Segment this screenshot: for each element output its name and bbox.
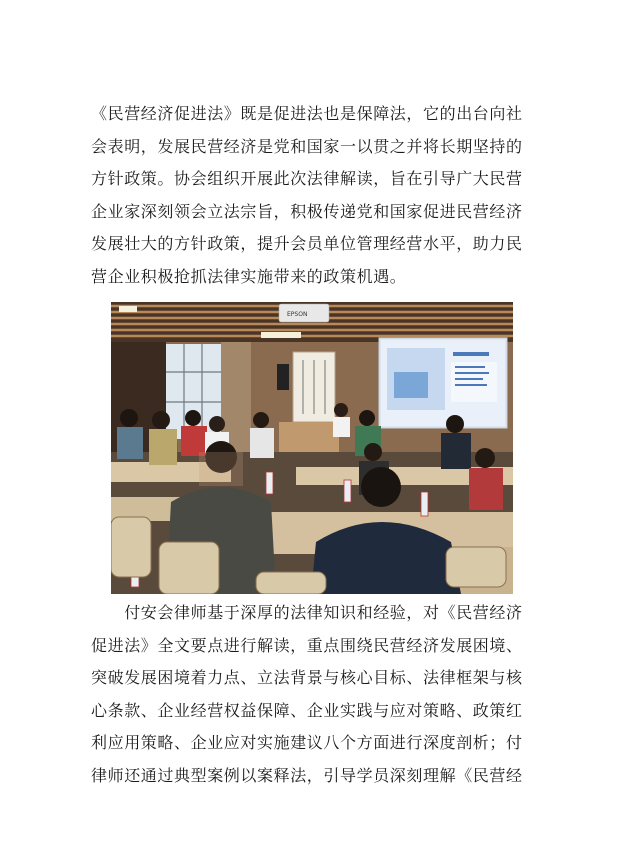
text-line: 营企业积极抢抓法律实施带来的政策机遇。 [91, 266, 407, 286]
text-line: 付安会律师基于深厚的法律知识和经验，对《民营经济 [91, 603, 523, 622]
text-line: 促进法》全文要点进行解读，重点围绕民营经济发展困境、 [91, 635, 523, 655]
text-line: 发展壮大的方针政策，提升会员单位管理经营水平，助力民 [91, 234, 523, 253]
text-line: 《民营经济促进法》既是促进法也是保障法，它的出台向社 [91, 104, 523, 123]
lecture-photo [111, 302, 513, 594]
text-line: 方针政策。协会组织开展此次法律解读，旨在引导广大民营 [91, 169, 523, 188]
paragraph-lawyer [91, 597, 531, 792]
text-line: 企业家深刻领会立法宗旨，积极传递党和国家促进民营经济 [91, 201, 523, 221]
text-line: 利应用策略、企业应对实施建议八个方面进行深度剖析；付 [91, 733, 523, 752]
paragraph-intro [91, 98, 531, 293]
text-line: 突破发展困境着力点、立法背景与核心目标、法律框架与核 [91, 668, 523, 687]
text-line: 心条款、企业经营权益保障、企业实践与应对策略、政策红 [91, 700, 523, 720]
text-line: 律师还通过典型案例以案释法，引导学员深刻理解《民营经 [91, 765, 523, 785]
projector-brand: EPSON [287, 311, 308, 318]
text-line: 会表明，发展民营经济是党和国家一以贯之并将长期坚持的 [91, 136, 523, 156]
